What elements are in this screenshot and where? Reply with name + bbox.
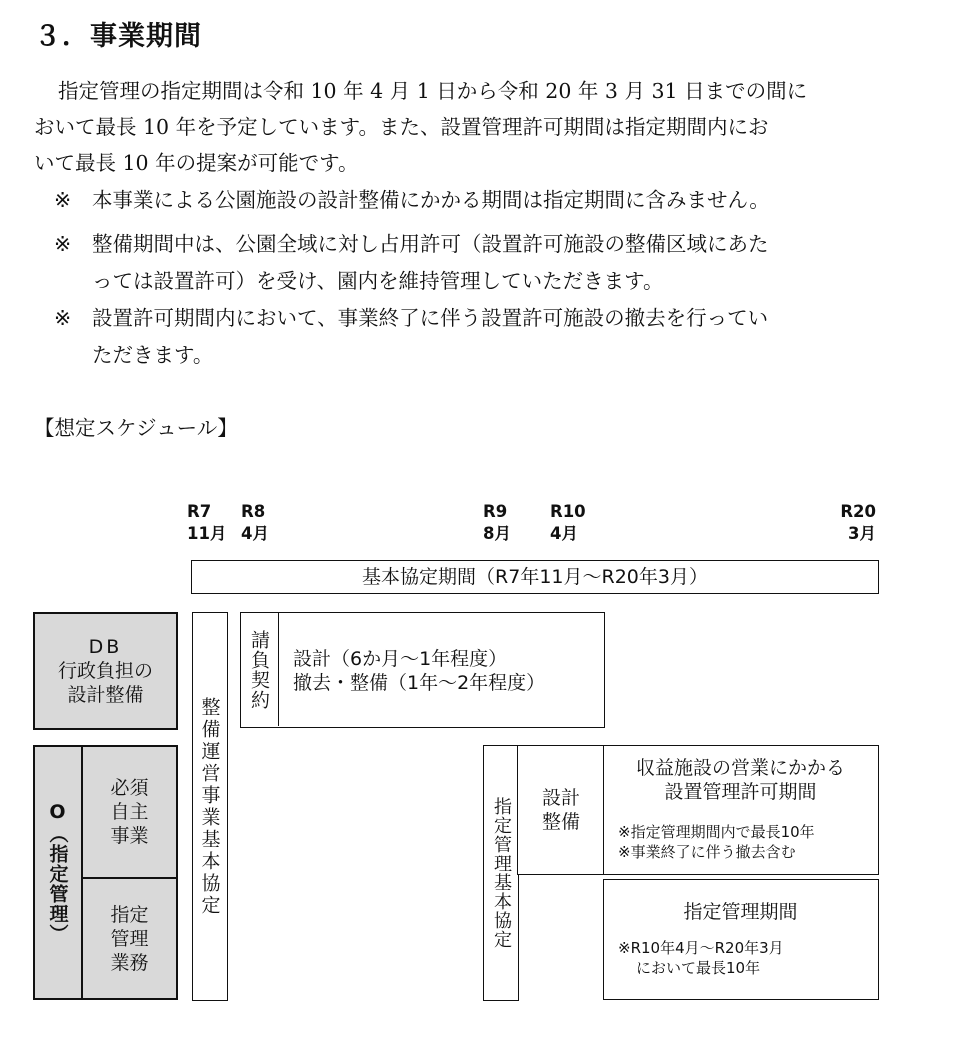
design-build-line-1: 設計 [541,787,580,809]
permit-line-1: 収益施設の営業にかかる [635,757,845,779]
db-line-3: 設計整備 [67,684,144,706]
permit-note-1: ※指定管理期間内で最長10年 [618,823,815,841]
timeline-tick [826,501,876,545]
permit-note-2: ※事業終了に伴う撤去含む [618,843,796,861]
timeline-tick [483,501,533,545]
tick-month: 3月 [848,524,876,543]
mandatory-line-2: 自主 [110,801,149,823]
section-heading: ３．事業期間 [34,21,202,52]
note-3-line-2: ただきます。 [92,343,214,367]
contract-label: 請負契約 [248,629,270,710]
management-note-2: において最長10年 [636,959,761,977]
tick-era: R9 [483,502,508,521]
design-phase-line-1: 設計（6か月～1年程度） [293,648,508,670]
basic-agreement-period-bar [191,560,879,594]
designated-agreement-label: 指定管理基本協定 [491,797,512,949]
db-line-2: 行政負担の [57,660,153,682]
designated-work-box [81,877,178,1000]
permit-notes [618,822,815,862]
designated-work-line-1: 指定 [110,903,149,926]
permit-line-2: 設置管理許可期間 [664,781,817,803]
tick-month: 11月 [187,524,227,543]
db-label: DB [88,636,123,658]
note-1: 本事業による公園施設の設計整備にかかる期間は指定期間に含みません。 [92,188,770,212]
design-phase-text [293,647,545,695]
tick-era: R20 [840,502,876,521]
body-line-2: おいて最長 10 年を予定しています。また、設置管理許可期間は指定期間内にお [34,115,769,139]
timeline-tick [241,501,291,545]
db-box [33,612,178,730]
note-mark: ※ [54,188,72,212]
body-line-1: 指定管理の指定期間は令和 10 年 4 月 1 日から令和 20 年 3 月 31 日までの間に [58,79,808,103]
timeline-tick [550,501,600,545]
design-phase-line-2: 撤去・整備（1年～2年程度） [293,672,546,694]
tick-era: R10 [550,502,586,521]
maintenance-agreement-label: 整備運営事業基本協定 [198,696,221,917]
tick-month: 4月 [241,524,269,543]
mandatory-business-box [81,745,178,879]
tick-era: R8 [241,502,266,521]
note-mark: ※ [54,306,72,330]
note-2-line-1: 整備期間中は、公園全域に対し占用許可（設置許可施設の整備区域にあた [92,232,769,256]
designated-management-period-box [603,879,879,1000]
note-mark: ※ [54,232,72,256]
designated-work-line-2: 管理 [110,927,149,950]
note-3-line-1: 設置許可期間内において、事業終了に伴う設置許可施設の撤去を行ってい [92,306,769,330]
tick-era: R7 [187,502,212,521]
maintenance-agreement-box [192,612,228,1001]
tick-month: 8月 [483,524,511,543]
tick-month: 4月 [550,524,578,543]
design-build-box [517,745,605,875]
permit-title [604,756,877,804]
mandatory-line-3: 事業 [110,825,149,847]
permit-period-box [603,745,879,875]
timeline-tick [187,501,237,545]
management-note-1: ※R10年4月～R20年3月 [618,939,784,957]
contract-box [241,613,279,726]
o-designated-management-box [33,745,83,1000]
designated-agreement-box [483,745,519,1001]
body-line-3: いて最長 10 年の提案が可能です。 [34,151,359,175]
management-title: 指定管理期間 [683,901,798,923]
schedule-title: 【想定スケジュール】 [34,416,238,440]
design-build-line-2: 整備 [541,811,580,833]
management-notes [618,938,784,978]
note-2-line-2: っては設置許可）を受け、園内を維持管理していただきます。 [92,269,664,293]
designated-work-line-3: 業務 [110,951,149,974]
o-label: O（指定管理） [46,801,69,944]
mandatory-line-1: 必須 [110,777,149,799]
basic-agreement-period-label: 基本協定期間（R7年11月～R20年3月） [362,566,708,588]
design-phase-box [240,612,605,728]
